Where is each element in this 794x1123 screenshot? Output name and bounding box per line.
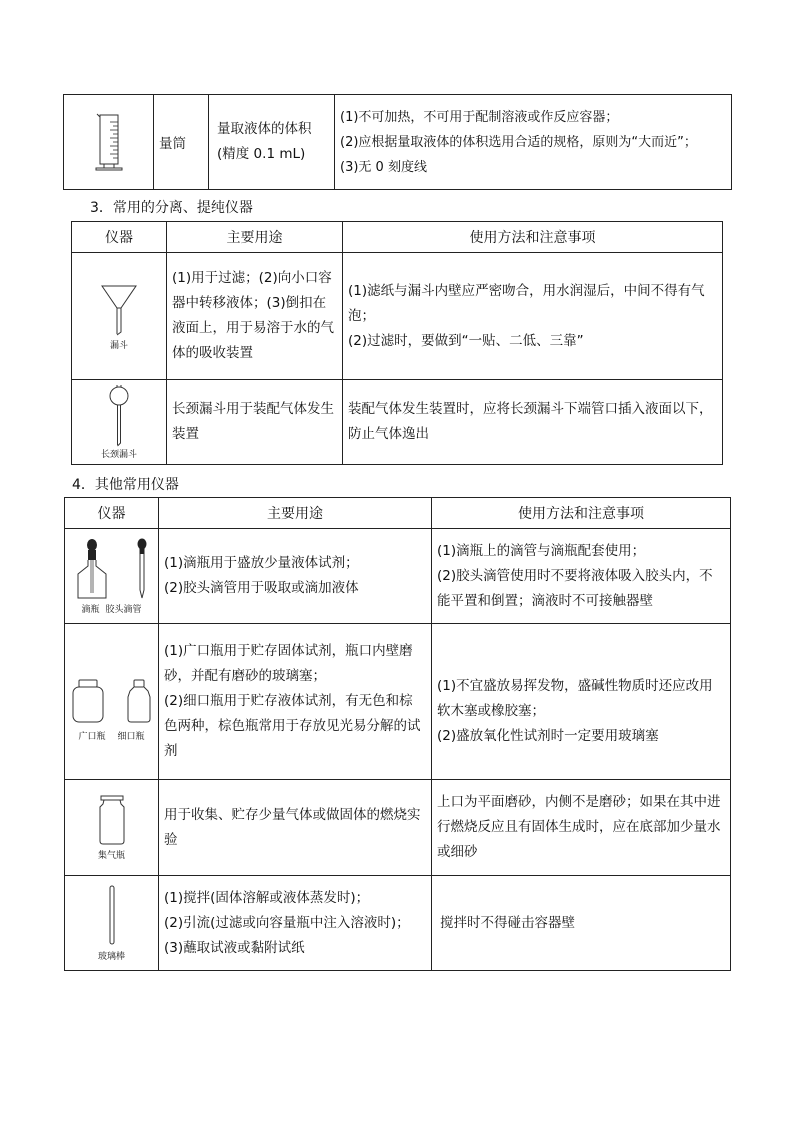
usage-cell: 用于收集、贮存少量气体或做固体的燃烧实验 xyxy=(159,780,432,876)
note-line: (2)胶头滴管使用时不要将液体吸入胶头内，不能平置和倒置；滴液时不可接触器壁 xyxy=(437,567,713,609)
long-neck-funnel-icon xyxy=(104,385,134,447)
gas-jar-image xyxy=(65,780,159,876)
table-row xyxy=(65,876,731,971)
table-header-row xyxy=(72,222,723,253)
table-other xyxy=(64,497,731,971)
glass-rod-image xyxy=(65,876,159,971)
usage-cell: 长颈漏斗用于装配气体发生装置 xyxy=(167,380,343,465)
header-instrument: 仪器 xyxy=(72,222,167,253)
graduated-cylinder-icon xyxy=(94,112,124,172)
long-neck-funnel-image xyxy=(72,380,167,465)
header-instrument: 仪器 xyxy=(65,498,159,529)
usage-line: (3)蘸取试液或黏附试纸 xyxy=(164,939,305,956)
usage-cell xyxy=(159,529,432,624)
usage-line: (2)胶头滴管用于吸取或滴加液体 xyxy=(164,580,359,596)
usage-cell xyxy=(159,876,432,971)
notes-cell xyxy=(343,253,723,380)
instrument-caption: 集气瓶 xyxy=(97,850,125,861)
glass-rod-icon xyxy=(107,885,117,945)
instrument-caption: 细口瓶 xyxy=(117,732,145,742)
table-measuring xyxy=(63,94,732,190)
notes-cell: 上口为平面磨砂，内侧不是磨砂；如果在其中进行燃烧反应且有固体生成时，应在底部加少量水或细砂 xyxy=(432,780,731,876)
table-row xyxy=(72,253,723,380)
section-title-other: 4．其他常用仪器 xyxy=(72,477,179,493)
narrow-mouth-bottle-icon xyxy=(126,679,152,723)
table-row xyxy=(64,95,732,190)
table-row xyxy=(65,780,731,876)
dropper-bottle-icon xyxy=(73,538,111,600)
table-row xyxy=(65,529,731,624)
usage-line: (1)滴瓶用于盛放少量液体试剂； xyxy=(164,555,359,571)
usage-line: (1)搅拌(固体溶解或液体蒸发时)； xyxy=(164,889,370,906)
note-line: (3)无 0 刻度线 xyxy=(340,159,427,175)
instrument-caption: 长颈漏斗 xyxy=(100,449,137,460)
dropper-icon xyxy=(134,538,150,600)
graduated-cylinder-image xyxy=(64,95,154,190)
reagent-bottles-image xyxy=(65,624,159,780)
notes-cell xyxy=(335,95,732,190)
table-row xyxy=(72,380,723,465)
table-row xyxy=(65,624,731,780)
usage-line: 量取液体的体积 xyxy=(217,121,312,137)
note-line: (1)滤纸与漏斗内壁应严密吻合，用水润湿后，中间不得有气泡； xyxy=(348,282,705,324)
usage-cell: (1)用于过滤；(2)向小口容器中转移液体；(3)倒扣在液面上，用于易溶于水的气体的吸收装置 xyxy=(167,253,343,380)
usage-cell xyxy=(159,624,432,780)
usage-line: (1)广口瓶用于贮存固体试剂，瓶口内壁磨砂，并配有磨砂的玻璃塞； xyxy=(164,643,413,684)
instrument-caption: 广口瓶 xyxy=(78,732,106,742)
note-line: (2)过滤时，要做到“一贴、二低、三靠” xyxy=(348,332,584,349)
gas-jar-icon xyxy=(97,795,127,845)
instrument-caption: 玻璃棒 xyxy=(97,951,125,962)
wide-mouth-bottle-icon xyxy=(71,679,105,723)
instrument-caption: 滴瓶 xyxy=(81,604,100,615)
header-usage: 主要用途 xyxy=(159,498,432,529)
table-separation xyxy=(71,221,723,465)
instrument-caption: 漏斗 xyxy=(109,340,128,351)
section-title-separation: 3．常用的分离、提纯仪器 xyxy=(90,200,253,216)
dropper-bottle-image xyxy=(65,529,159,624)
note-line: (2)盛放氧化性试剂时一定要用玻璃塞 xyxy=(437,728,659,744)
table-header-row xyxy=(65,498,731,529)
note-line: (2)应根据量取液体的体积选用合适的规格，原则为“大而近”； xyxy=(340,134,697,150)
usage-line: (2)细口瓶用于贮存液体试剂，有无色和棕色两种，棕色瓶常用于存放见光易分解的试剂 xyxy=(164,693,421,759)
header-notes: 使用方法和注意事项 xyxy=(432,498,731,529)
instrument-caption: 胶头滴管 xyxy=(105,604,142,615)
notes-cell: 搅拌时不得碰击容器壁 xyxy=(432,876,731,971)
notes-cell: 装配气体发生装置时，应将长颈漏斗下端管口插入液面以下，防止气体逸出 xyxy=(343,380,723,465)
notes-cell xyxy=(432,624,731,780)
header-notes: 使用方法和注意事项 xyxy=(343,222,723,253)
note-line: (1)不宜盛放易挥发物，盛碱性物质时还应改用软木塞或橡胶塞； xyxy=(437,678,713,719)
notes-cell xyxy=(432,529,731,624)
funnel-icon xyxy=(99,282,139,338)
instrument-name: 量筒 xyxy=(154,95,209,190)
note-line: (1)滴瓶上的滴管与滴瓶配套使用； xyxy=(437,542,646,559)
header-usage: 主要用途 xyxy=(167,222,343,253)
usage-line: (2)引流(过滤或向容量瓶中注入溶液时)； xyxy=(164,914,410,931)
note-line: (1)不可加热，不可用于配制溶液或作反应容器； xyxy=(340,109,619,125)
funnel-image xyxy=(72,253,167,380)
usage-cell xyxy=(209,95,335,190)
usage-line: (精度 0.1 mL) xyxy=(217,146,306,162)
